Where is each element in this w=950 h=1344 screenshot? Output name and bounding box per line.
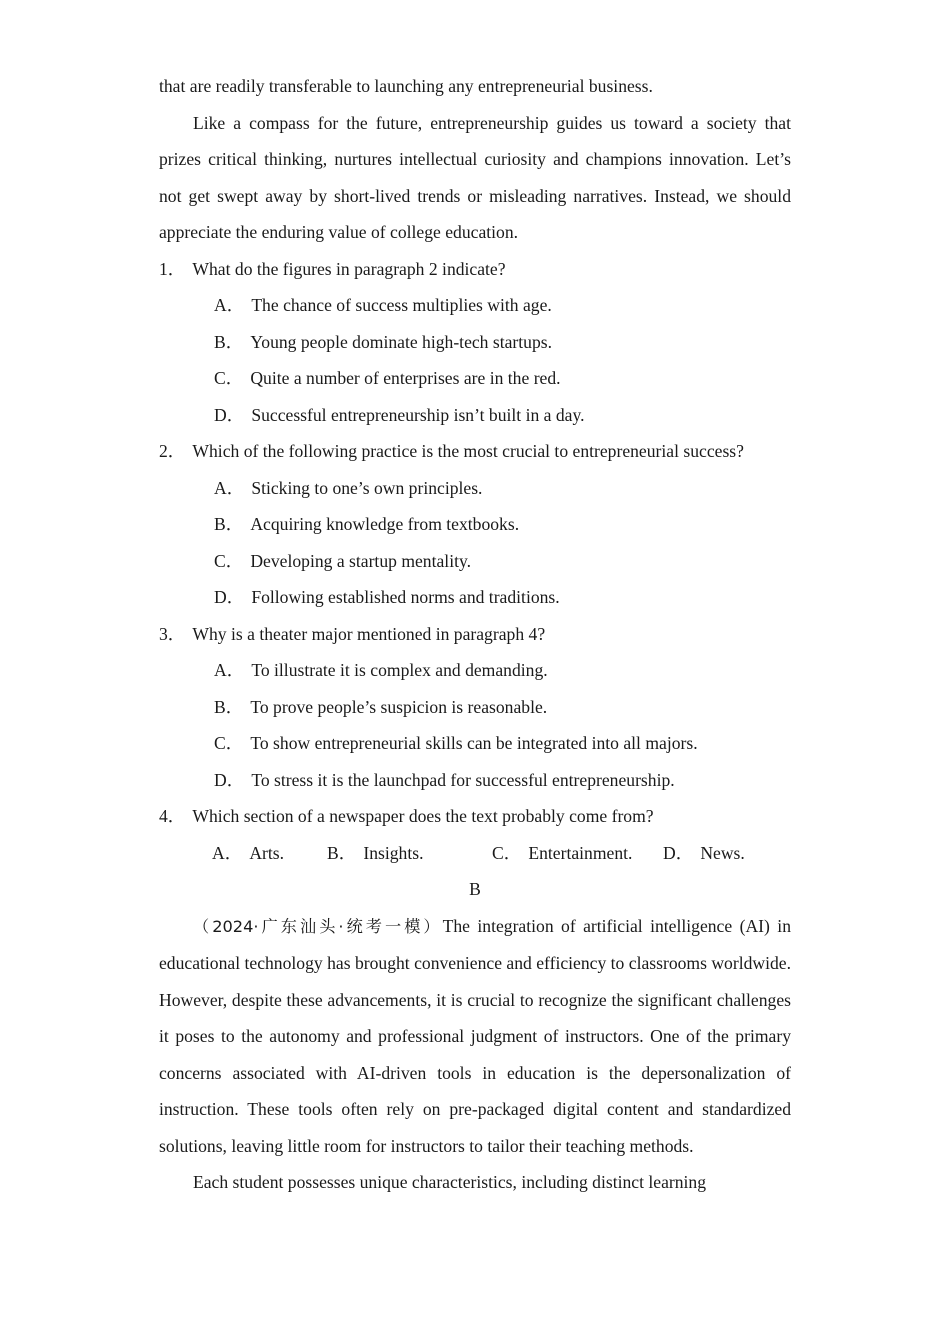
question-4-option-a[interactable]	[212, 835, 284, 872]
question-3-stem	[159, 616, 791, 653]
passage-b-paragraph-1-text: The integration of artificial intelligence (AI) in educational technology has brought convenience and efficiency to classrooms worldwide. However, despite these advancements, it is crucial to recognize the significant challenges it poses to the autonomy and professional judgment of instructors. One of the primary concerns associated with AI-driven tools in education is the depersonalization of instruction. These tools often rely on pre-packaged digital content and standardized solutions, leaving little room for instructors to tailor their teaching methods.	[159, 915, 791, 1156]
question-3-option-b[interactable]	[159, 689, 791, 726]
question-2-option-b[interactable]	[159, 506, 791, 543]
option-letter: A．	[212, 842, 243, 863]
question-2-stem	[159, 433, 791, 470]
option-letter: B．	[214, 696, 244, 717]
option-text: To stress it is the launchpad for successful entrepreneurship.	[251, 769, 675, 790]
option-letter: D．	[214, 587, 245, 607]
option-letter: B．	[327, 842, 357, 863]
question-1-option-b[interactable]	[159, 324, 791, 361]
option-letter: C．	[214, 733, 244, 753]
question-4-options-row	[159, 835, 791, 872]
option-letter: C．	[214, 550, 244, 571]
question-4-number: 4．	[159, 806, 186, 826]
option-letter: D．	[663, 842, 694, 863]
passage-a-continuation-line: that are readily transferable to launching any entrepreneurial business.	[159, 76, 653, 96]
question-1-number: 1．	[159, 258, 186, 279]
question-4-stem-text: Which section of a newspaper does the text probably come from?	[192, 806, 654, 826]
option-letter: B．	[214, 331, 244, 352]
question-2-option-a[interactable]	[159, 470, 791, 507]
question-2-number: 2．	[159, 441, 186, 461]
question-1-stem-text: What do the figures in paragraph 2 indicate?	[192, 258, 506, 279]
option-text: To illustrate it is complex and demanding.	[251, 660, 548, 680]
option-text: To prove people’s suspicion is reasonable.	[250, 696, 548, 717]
section-b-heading: B	[469, 879, 481, 899]
question-2-option-d[interactable]	[159, 579, 791, 616]
option-text: Quite a number of enterprises are in the red.	[250, 368, 561, 388]
option-text: Acquiring knowledge from textbooks.	[250, 514, 520, 534]
question-3-option-d[interactable]	[159, 762, 791, 799]
option-letter: D．	[214, 404, 245, 425]
option-letter: D．	[214, 769, 245, 790]
question-3-option-a[interactable]	[159, 652, 791, 689]
passage-b-source-tag: （2024·广东汕头·统考一模）	[193, 916, 443, 936]
option-text: Following established norms and traditions.	[251, 587, 560, 607]
option-text: Young people dominate high-tech startups.	[250, 331, 553, 352]
option-letter: A．	[214, 660, 245, 680]
option-letter: C．	[492, 842, 522, 863]
option-text: Entertainment.	[528, 842, 633, 863]
option-letter: A．	[214, 295, 245, 315]
question-4-stem	[159, 798, 791, 835]
question-2-stem-text: Which of the following practice is the most crucial to entrepreneurial success?	[192, 441, 744, 461]
document-page	[159, 0, 791, 1201]
option-letter: A．	[214, 477, 245, 498]
option-text: Sticking to one’s own principles.	[251, 477, 483, 498]
option-text: Developing a startup mentality.	[250, 550, 472, 571]
passage-a-final-paragraph: Like a compass for the future, entrepreneurship guides us toward a society that prizes critical thinking, nurtures intellectual curiosity and champions innovation. Let’s not get swept away by short-lived trends or misleading narratives. Instead, we should appreciate the enduring value of college education.	[159, 112, 791, 242]
question-2-option-c[interactable]	[159, 543, 791, 580]
option-text: Insights.	[363, 842, 424, 863]
option-text: Successful entrepreneurship isn’t built in a day.	[251, 404, 585, 425]
question-1-stem	[159, 251, 791, 288]
question-1-option-a[interactable]	[159, 287, 791, 324]
question-4-option-c[interactable]	[492, 835, 632, 872]
option-letter: B．	[214, 514, 244, 534]
question-4-option-b[interactable]	[327, 835, 423, 872]
passage-b-paragraph-1	[159, 908, 791, 1165]
question-1-option-d[interactable]	[159, 397, 791, 434]
question-3-stem-text: Why is a theater major mentioned in paragraph 4?	[192, 623, 546, 644]
question-3-option-c[interactable]	[159, 725, 791, 762]
option-text: News.	[700, 842, 745, 863]
passage-b-paragraph-2-partial: Each student possesses unique characteristics, including distinct learning	[193, 1172, 707, 1192]
top-margin-spacer	[159, 0, 791, 68]
question-3-number: 3．	[159, 623, 186, 644]
option-text: The chance of success multiplies with age.	[251, 295, 552, 315]
question-4-option-d[interactable]	[663, 835, 745, 872]
option-text: Arts.	[249, 842, 285, 863]
option-text: To show entrepreneurial skills can be integrated into all majors.	[250, 733, 698, 753]
question-1-option-c[interactable]	[159, 360, 791, 397]
option-letter: C．	[214, 368, 244, 388]
